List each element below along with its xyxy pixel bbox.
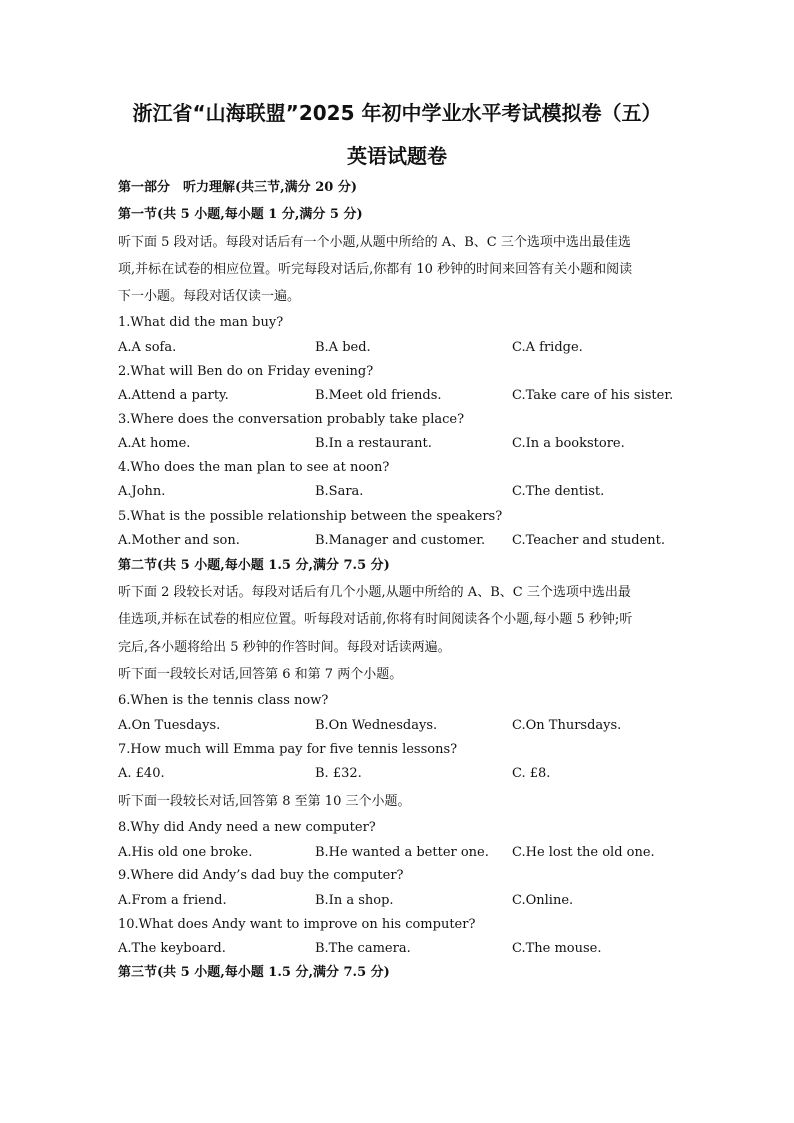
question-1-option-a: A.A sofa.: [118, 340, 177, 355]
question-9-option-b: B.In a shop.: [315, 893, 394, 908]
question-4-option-a: A.John.: [118, 484, 166, 499]
question-2-option-a: A.Attend a party.: [118, 388, 229, 403]
question-7-option-c: C. £8.: [512, 766, 551, 781]
question-8-option-b: B.He wanted a better one.: [315, 845, 489, 860]
section1-instruction-line: 项,并标在试卷的相应位置。听完每段对话后,你都有 10 秒钟的时间来回答有关小题和阅读: [118, 262, 633, 277]
question-10-option-c: C.The mouse.: [512, 941, 602, 956]
question-7: 7.How much will Emma pay for five tennis lessons?: [118, 742, 458, 757]
question-2-option-b: B.Meet old friends.: [315, 388, 442, 403]
question-1: 1.What did the man buy?: [118, 315, 284, 330]
question-3-option-b: B.In a restaurant.: [315, 436, 432, 451]
question-3-option-c: C.In a bookstore.: [512, 436, 625, 451]
question-1-option-b: B.A bed.: [315, 340, 371, 355]
question-10-option-b: B.The camera.: [315, 941, 411, 956]
section2-instruction-line: 佳选项,并标在试卷的相应位置。听每段对话前,你将有时间阅读各个小题,每小题 5 秒钟;听: [118, 612, 633, 627]
question-2: 2.What will Ben do on Friday evening?: [118, 364, 374, 379]
question-6-option-c: C.On Thursdays.: [512, 718, 622, 733]
question-10: 10.What does Andy want to improve on his computer?: [118, 917, 476, 932]
question-9: 9.Where did Andy’s dad buy the computer?: [118, 868, 404, 883]
question-7-option-a: A. £40.: [118, 766, 165, 781]
question-6-option-b: B.On Wednesdays.: [315, 718, 438, 733]
question-8-option-a: A.His old one broke.: [118, 845, 253, 860]
question-2-option-c: C.Take care of his sister.: [512, 388, 674, 403]
question-5-option-b: B.Manager and customer.: [315, 533, 486, 548]
dialog2-intro: 听下面一段较长对话,回答第 8 至第 10 三个小题。: [118, 794, 411, 809]
exam-title: 浙江省“山海联盟”2025 年初中学业水平考试模拟卷（五）: [132, 101, 662, 125]
section2-instruction-line: 完后,各小题将给出 5 秒钟的作答时间。每段对话读两遍。: [118, 640, 451, 655]
question-3: 3.Where does the conversation probably take place?: [118, 412, 465, 427]
question-6: 6.When is the tennis class now?: [118, 693, 329, 708]
section1-heading: 第一节(共 5 小题,每小题 1 分,满分 5 分): [118, 207, 363, 222]
question-5: 5.What is the possible relationship between the speakers?: [118, 509, 503, 524]
question-8-option-c: C.He lost the old one.: [512, 845, 655, 860]
question-3-option-a: A.At home.: [118, 436, 191, 451]
question-5-option-c: C.Teacher and student.: [512, 533, 666, 548]
question-7-option-b: B. £32.: [315, 766, 362, 781]
section2-heading: 第二节(共 5 小题,每小题 1.5 分,满分 7.5 分): [118, 558, 390, 573]
question-10-option-a: A.The keyboard.: [118, 941, 226, 956]
question-4-option-b: B.Sara.: [315, 484, 364, 499]
section1-instruction-line: 下一小题。每段对话仅读一遍。: [118, 289, 301, 304]
question-6-option-a: A.On Tuesdays.: [118, 718, 221, 733]
section1-instruction-line: 听下面 5 段对话。每段对话后有一个小题,从题中所给的 A、B、C 三个选项中选出最佳选: [118, 235, 631, 250]
question-4-option-c: C.The dentist.: [512, 484, 605, 499]
dialog1-intro: 听下面一段较长对话,回答第 6 和第 7 两个小题。: [118, 667, 403, 682]
question-9-option-c: C.Online.: [512, 893, 574, 908]
question-9-option-a: A.From a friend.: [118, 893, 227, 908]
section2-instruction-line: 听下面 2 段较长对话。每段对话后有几个小题,从题中所给的 A、B、C 三个选项中选出最: [118, 585, 631, 600]
question-4: 4.Who does the man plan to see at noon?: [118, 460, 390, 475]
part-heading: 第一部分 听力理解(共三节,满分 20 分): [118, 180, 357, 195]
question-8: 8.Why did Andy need a new computer?: [118, 820, 376, 835]
question-5-option-a: A.Mother and son.: [118, 533, 240, 548]
question-1-option-c: C.A fridge.: [512, 340, 583, 355]
exam-subtitle: 英语试题卷: [347, 144, 447, 168]
section3-heading: 第三节(共 5 小题,每小题 1.5 分,满分 7.5 分): [118, 965, 390, 980]
